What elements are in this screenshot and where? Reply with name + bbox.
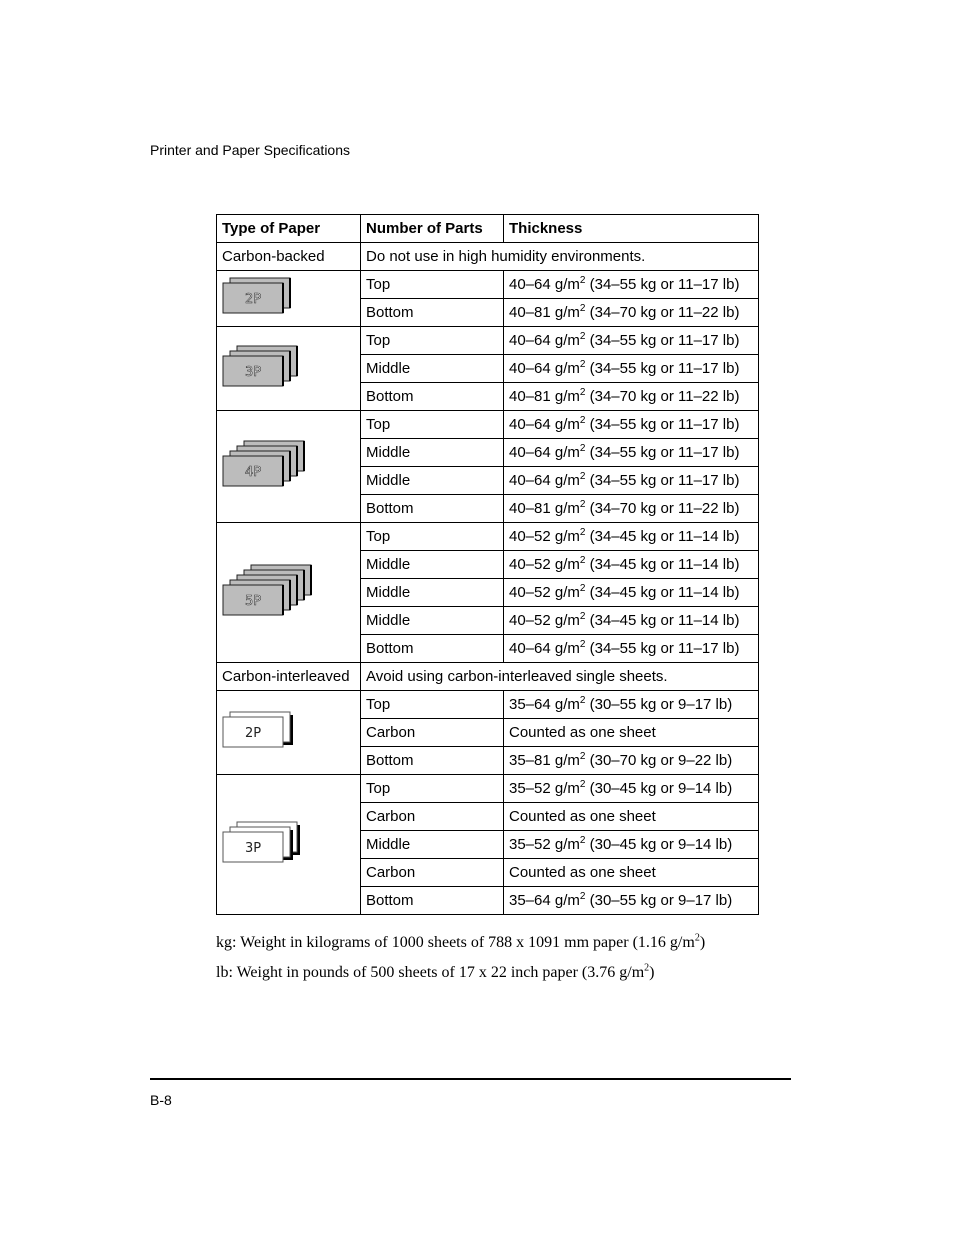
thickness-base: 40–64 g/m [509,360,580,377]
thickness-value [504,579,759,607]
thickness-range: (34–55 kg or 11–17 lb) [585,360,740,377]
footnote-kg: kg: Weight in kilograms of 1000 sheets of 788 x 1091 mm paper (1.16 $g/m^2$) [216,932,706,951]
thickness-range: (30–70 kg or 9–22 lb) [585,752,733,769]
part-name: Top [361,271,504,299]
part-name: Middle [361,607,504,635]
thickness-exponent: 2 [579,275,586,286]
form-part-count-label: 2P [244,292,262,307]
header-thickness: Thickness [504,215,759,243]
form-part-count-label: 3P [244,840,262,856]
multipart-form-5p-icon [222,564,314,618]
thickness-base: 35–64 g/m [509,892,580,909]
thickness-value [504,495,759,523]
thickness-base: 40–64 g/m [509,332,580,349]
form-icon-cell [217,327,361,411]
part-name: Top [361,327,504,355]
thickness-exponent: 2 [579,555,586,566]
thickness-value [504,551,759,579]
thickness-value [504,439,759,467]
paper-type-label: Carbon-interleaved [217,663,361,691]
part-name: Middle [361,355,504,383]
form-icon-cell [217,523,361,663]
multipart-form-2p-icon [222,277,293,316]
thickness-base: 35–52 g/m [509,780,580,797]
thickness-value [504,691,759,719]
thickness-base: 40–52 g/m [509,612,580,629]
table-row [217,775,759,803]
part-name: Carbon [361,859,504,887]
part-name: Bottom [361,887,504,915]
thickness-value [504,327,759,355]
footnotes [216,931,705,991]
running-head: Printer and Paper Specifications [150,142,350,158]
thickness-exponent: 2 [579,639,586,650]
thickness-value [504,607,759,635]
thickness-value [504,747,759,775]
table-row [217,271,759,299]
part-name: Top [361,523,504,551]
thickness-range: (34–45 kg or 11–14 lb) [585,584,740,601]
thickness-range: (34–70 kg or 11–22 lb) [585,304,740,321]
form-part-count-label: 5P [244,593,262,609]
thickness-base: 40–64 g/m [509,444,580,461]
form-part-count-label: 4P [244,465,262,480]
section-row-carbon-interleaved [217,663,759,691]
thickness-exponent: 2 [579,611,586,622]
thickness-base: 40–52 g/m [509,584,580,601]
thickness-range: (34–55 kg or 11–17 lb) [585,472,740,489]
multipart-form-3p-icon [222,345,300,389]
part-name: Carbon [361,803,504,831]
table-body [217,243,759,915]
thickness-range: (34–55 kg or 11–17 lb) [585,276,740,293]
page-number: B-8 [150,1092,172,1108]
thickness-range: (34–55 kg or 11–17 lb) [585,640,740,657]
thickness-exponent: 2 [579,415,586,426]
multipart-form-2p-icon [222,711,293,750]
table-row [217,327,759,355]
table-row [217,691,759,719]
thickness-range: (34–55 kg or 11–17 lb) [585,416,740,433]
part-name: Middle [361,579,504,607]
thickness-value [504,411,759,439]
header-number-of-parts: Number of Parts [361,215,504,243]
thickness-value [504,383,759,411]
part-name: Top [361,411,504,439]
thickness-value [504,775,759,803]
thickness-exponent: 2 [579,891,586,902]
multipart-form-3p-icon [222,821,300,865]
thickness-value: Counted as one sheet [504,859,759,887]
thickness-base: 40–52 g/m [509,528,580,545]
table-row [217,411,759,439]
thickness-base: 40–64 g/m [509,416,580,433]
part-name: Middle [361,551,504,579]
thickness-base: 40–64 g/m [509,640,580,657]
section-row-carbon-backed [217,243,759,271]
section-note: Do not use in high humidity environments. [361,243,759,271]
form-icon-cell [217,775,361,915]
thickness-range: (34–45 kg or 11–14 lb) [585,556,740,573]
thickness-exponent: 2 [579,527,586,538]
thickness-base: 40–81 g/m [509,500,580,517]
form-part-count-label: 3P [244,364,262,380]
thickness-range: (34–70 kg or 11–22 lb) [585,388,740,405]
thickness-value [504,299,759,327]
thickness-range: (34–45 kg or 11–14 lb) [585,612,740,629]
paper-type-label: Carbon-backed [217,243,361,271]
thickness-base: 35–81 g/m [509,752,580,769]
thickness-exponent: 2 [579,471,586,482]
thickness-exponent: 2 [579,359,586,370]
thickness-exponent: 2 [579,695,586,706]
thickness-exponent: 2 [579,835,586,846]
thickness-base: 40–52 g/m [509,556,580,573]
table-row [217,523,759,551]
thickness-value: Counted as one sheet [504,803,759,831]
header-type-of-paper: Type of Paper [217,215,361,243]
thickness-range: (30–55 kg or 9–17 lb) [585,892,733,909]
thickness-base: 40–64 g/m [509,276,580,293]
thickness-base: 35–64 g/m [509,696,580,713]
footer-rule [150,1078,791,1080]
part-name: Bottom [361,635,504,663]
part-name: Middle [361,439,504,467]
thickness-base: 40–81 g/m [509,304,580,321]
thickness-value [504,355,759,383]
thickness-range: (30–45 kg or 9–14 lb) [585,836,733,853]
thickness-exponent: 2 [579,443,586,454]
footnote-lb: lb: Weight in pounds of 500 sheets of 17 x 22 inch paper (3.76 $g/m^2$) [216,962,655,981]
thickness-range: (30–45 kg or 9–14 lb) [585,780,733,797]
thickness-value [504,635,759,663]
thickness-value: Counted as one sheet [504,719,759,747]
thickness-value [504,887,759,915]
thickness-exponent: 2 [579,779,586,790]
part-name: Top [361,691,504,719]
form-icon-cell [217,271,361,327]
thickness-range: (34–45 kg or 11–14 lb) [585,528,740,545]
thickness-value [504,467,759,495]
part-name: Bottom [361,495,504,523]
thickness-exponent: 2 [579,583,586,594]
multipart-form-4p-icon [222,440,307,489]
form-icon-cell [217,691,361,775]
table-header-row [217,215,759,243]
part-name: Bottom [361,747,504,775]
form-part-count-label: 2P [244,726,262,741]
thickness-exponent: 2 [579,751,586,762]
thickness-value [504,523,759,551]
part-name: Middle [361,831,504,859]
section-note: Avoid using carbon-interleaved single sheets. [361,663,759,691]
thickness-range: (34–70 kg or 11–22 lb) [585,500,740,517]
part-name: Carbon [361,719,504,747]
thickness-exponent: 2 [579,331,586,342]
form-icon-cell [217,411,361,523]
part-name: Bottom [361,383,504,411]
thickness-exponent: 2 [579,303,586,314]
thickness-exponent: 2 [579,499,586,510]
thickness-base: 40–64 g/m [509,472,580,489]
part-name: Bottom [361,299,504,327]
thickness-base: 35–52 g/m [509,836,580,853]
thickness-value [504,271,759,299]
thickness-range: (34–55 kg or 11–17 lb) [585,332,740,349]
thickness-value [504,831,759,859]
thickness-range: (34–55 kg or 11–17 lb) [585,444,740,461]
thickness-base: 40–81 g/m [509,388,580,405]
thickness-exponent: 2 [579,387,586,398]
part-name: Top [361,775,504,803]
paper-spec-table [216,214,759,915]
part-name: Middle [361,467,504,495]
thickness-range: (30–55 kg or 9–17 lb) [585,696,733,713]
